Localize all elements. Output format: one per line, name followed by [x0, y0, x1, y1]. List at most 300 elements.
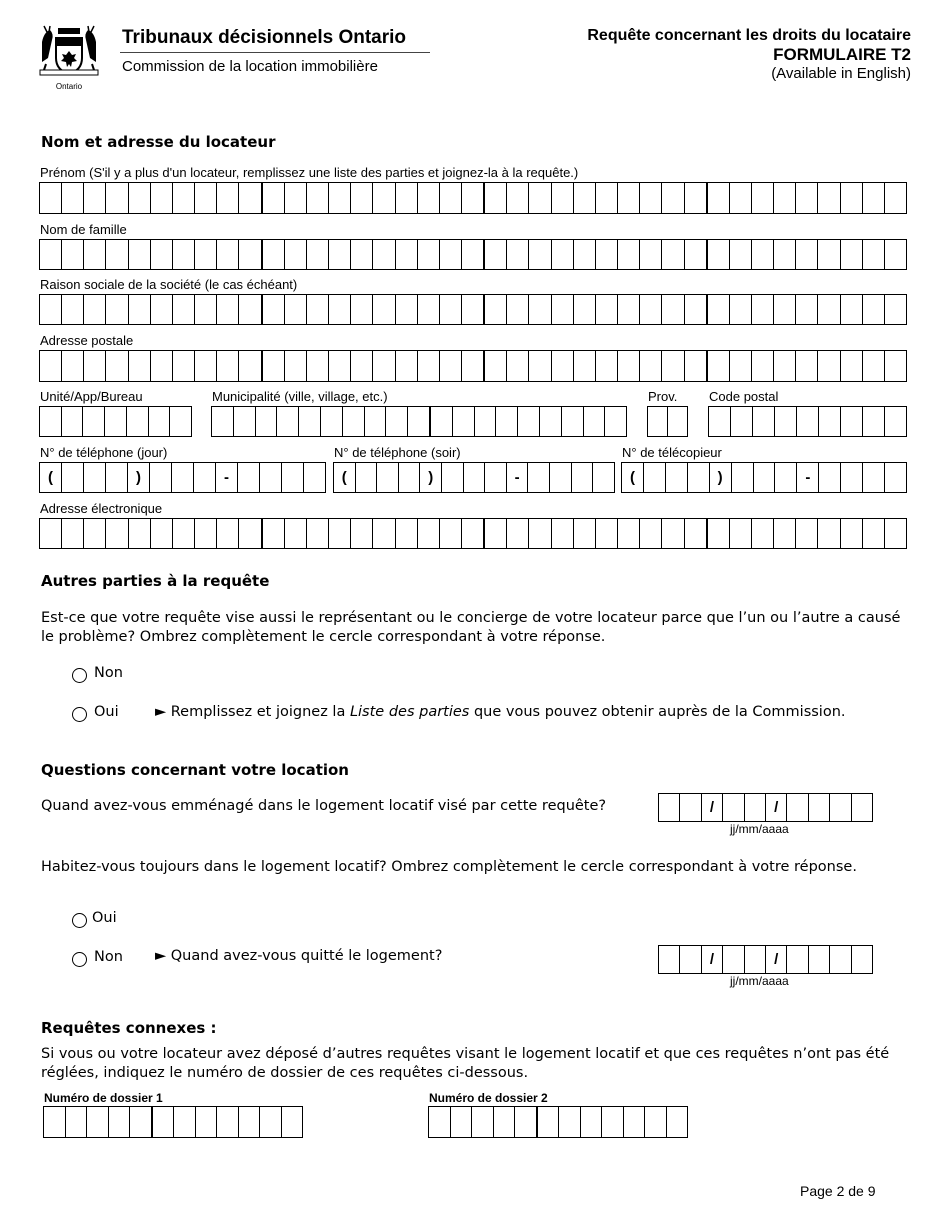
box-cell[interactable]: [170, 407, 191, 436]
box-cell[interactable]: [709, 407, 731, 436]
box-cell[interactable]: [708, 183, 730, 213]
box-cell[interactable]: [572, 463, 594, 492]
box-cell[interactable]: [624, 1107, 646, 1137]
box-cell[interactable]: [830, 946, 851, 973]
box-cell[interactable]: [451, 1107, 473, 1137]
file-number-2-field[interactable]: [428, 1106, 688, 1138]
box-cell[interactable]: [662, 240, 684, 269]
box-cell[interactable]: [130, 1107, 153, 1137]
box-cell[interactable]: [129, 183, 151, 213]
still-living-yes-radio[interactable]: [72, 913, 87, 928]
box-cell[interactable]: [645, 1107, 667, 1137]
box-cell[interactable]: ): [420, 463, 442, 492]
box-cell[interactable]: [552, 183, 574, 213]
box-cell[interactable]: [151, 240, 173, 269]
box-cell[interactable]: [752, 519, 774, 548]
box-cell[interactable]: [396, 183, 418, 213]
box-cell[interactable]: [529, 240, 551, 269]
box-cell[interactable]: [602, 1107, 624, 1137]
still-living-no-radio[interactable]: [72, 952, 87, 967]
municipality-field[interactable]: [211, 406, 627, 437]
box-cell[interactable]: [885, 183, 906, 213]
other-parties-yes-radio[interactable]: [72, 707, 87, 722]
box-cell[interactable]: [818, 351, 840, 381]
box-cell[interactable]: [863, 519, 885, 548]
unit-field[interactable]: [39, 406, 192, 437]
box-cell[interactable]: ): [710, 463, 732, 492]
box-cell[interactable]: [708, 295, 730, 324]
box-cell[interactable]: [62, 351, 84, 381]
box-cell[interactable]: [462, 295, 485, 324]
box-cell[interactable]: [440, 240, 462, 269]
box-cell[interactable]: [515, 1107, 538, 1137]
box-cell[interactable]: [574, 519, 596, 548]
box-cell[interactable]: [885, 407, 906, 436]
box-cell[interactable]: [129, 519, 151, 548]
box-cell[interactable]: [732, 463, 754, 492]
box-cell[interactable]: [418, 351, 440, 381]
box-cell[interactable]: [263, 295, 285, 324]
box-cell[interactable]: [796, 351, 818, 381]
box-cell[interactable]: [485, 240, 507, 269]
box-cell[interactable]: [173, 240, 195, 269]
box-cell[interactable]: [217, 351, 239, 381]
box-cell[interactable]: [351, 295, 373, 324]
box-cell[interactable]: [666, 463, 688, 492]
box-cell[interactable]: [464, 463, 486, 492]
box-cell[interactable]: [396, 240, 418, 269]
box-cell[interactable]: [841, 183, 863, 213]
box-cell[interactable]: [662, 295, 684, 324]
box-cell[interactable]: [321, 407, 343, 436]
box-cell[interactable]: [440, 351, 462, 381]
box-cell[interactable]: [752, 295, 774, 324]
box-cell[interactable]: [217, 295, 239, 324]
box-cell[interactable]: [418, 295, 440, 324]
box-cell[interactable]: [256, 407, 278, 436]
box-cell[interactable]: [885, 240, 906, 269]
file-number-1-field[interactable]: [43, 1106, 303, 1138]
box-cell[interactable]: [373, 351, 395, 381]
box-cell[interactable]: [351, 183, 373, 213]
box-cell[interactable]: [552, 351, 574, 381]
box-cell[interactable]: [668, 407, 687, 436]
box-cell[interactable]: [494, 1107, 516, 1137]
box-cell[interactable]: [62, 240, 84, 269]
box-cell[interactable]: [396, 295, 418, 324]
box-cell[interactable]: [529, 351, 551, 381]
box-cell[interactable]: [507, 183, 529, 213]
box-cell[interactable]: [730, 240, 752, 269]
box-cell[interactable]: [818, 295, 840, 324]
box-cell[interactable]: [528, 463, 550, 492]
box-cell[interactable]: [485, 351, 507, 381]
box-cell[interactable]: [396, 519, 418, 548]
box-cell[interactable]: [285, 295, 307, 324]
box-cell[interactable]: [304, 463, 325, 492]
box-cell[interactable]: [151, 351, 173, 381]
other-parties-no-radio[interactable]: [72, 668, 87, 683]
box-cell[interactable]: [640, 351, 662, 381]
box-cell[interactable]: [373, 240, 395, 269]
box-cell[interactable]: [239, 519, 262, 548]
box-cell[interactable]: [440, 295, 462, 324]
box-cell[interactable]: [87, 1107, 109, 1137]
box-cell[interactable]: [680, 946, 701, 973]
box-cell[interactable]: [885, 519, 906, 548]
mailing-address-field[interactable]: [39, 350, 907, 382]
box-cell[interactable]: [106, 183, 128, 213]
box-cell[interactable]: [809, 946, 830, 973]
box-cell[interactable]: [819, 463, 841, 492]
box-cell[interactable]: [40, 519, 62, 548]
box-cell[interactable]: [841, 407, 863, 436]
box-cell[interactable]: [559, 1107, 581, 1137]
box-cell[interactable]: [596, 240, 618, 269]
box-cell[interactable]: [852, 794, 872, 821]
box-cell[interactable]: [106, 295, 128, 324]
box-cell[interactable]: [285, 183, 307, 213]
box-cell[interactable]: [507, 295, 529, 324]
box-cell[interactable]: [307, 240, 329, 269]
phone-day-field[interactable]: [39, 462, 326, 493]
box-cell[interactable]: [507, 519, 529, 548]
province-field[interactable]: [647, 406, 688, 437]
box-cell[interactable]: [373, 295, 395, 324]
box-cell[interactable]: [540, 407, 562, 436]
box-cell[interactable]: [84, 351, 106, 381]
box-cell[interactable]: [44, 1107, 66, 1137]
box-cell[interactable]: [552, 295, 574, 324]
box-cell[interactable]: [129, 240, 151, 269]
box-cell[interactable]: [217, 1107, 239, 1137]
box-cell[interactable]: [809, 794, 830, 821]
box-cell[interactable]: [408, 407, 431, 436]
box-cell[interactable]: [618, 240, 640, 269]
box-cell[interactable]: /: [766, 946, 787, 973]
box-cell[interactable]: [106, 351, 128, 381]
box-cell[interactable]: [329, 295, 351, 324]
box-cell[interactable]: [150, 463, 172, 492]
box-cell[interactable]: [885, 351, 906, 381]
box-cell[interactable]: [129, 351, 151, 381]
box-cell[interactable]: [774, 295, 796, 324]
box-cell[interactable]: [731, 407, 753, 436]
box-cell[interactable]: [562, 407, 584, 436]
box-cell[interactable]: [260, 463, 282, 492]
box-cell[interactable]: [263, 183, 285, 213]
box-cell[interactable]: [373, 519, 395, 548]
box-cell[interactable]: [496, 407, 518, 436]
box-cell[interactable]: [593, 463, 614, 492]
box-cell[interactable]: [863, 407, 885, 436]
box-cell[interactable]: [307, 183, 329, 213]
box-cell[interactable]: [841, 295, 863, 324]
box-cell[interactable]: [195, 351, 217, 381]
box-cell[interactable]: [62, 295, 84, 324]
box-cell[interactable]: [173, 351, 195, 381]
box-cell[interactable]: [173, 295, 195, 324]
box-cell[interactable]: [752, 351, 774, 381]
box-cell[interactable]: [329, 351, 351, 381]
box-cell[interactable]: [552, 519, 574, 548]
box-cell[interactable]: [596, 295, 618, 324]
box-cell[interactable]: [574, 295, 596, 324]
box-cell[interactable]: [818, 519, 840, 548]
box-cell[interactable]: [212, 407, 234, 436]
box-cell[interactable]: [745, 946, 766, 973]
box-cell[interactable]: [40, 407, 62, 436]
box-cell[interactable]: [217, 519, 239, 548]
box-cell[interactable]: [365, 407, 387, 436]
box-cell[interactable]: [475, 407, 497, 436]
box-cell[interactable]: [62, 407, 84, 436]
box-cell[interactable]: [263, 240, 285, 269]
box-cell[interactable]: [507, 240, 529, 269]
box-cell[interactable]: [596, 351, 618, 381]
box-cell[interactable]: [263, 519, 285, 548]
box-cell[interactable]: [351, 351, 373, 381]
box-cell[interactable]: [40, 295, 62, 324]
box-cell[interactable]: [239, 240, 262, 269]
box-cell[interactable]: [307, 351, 329, 381]
box-cell[interactable]: [462, 183, 485, 213]
box-cell[interactable]: [723, 946, 744, 973]
box-cell[interactable]: [129, 295, 151, 324]
box-cell[interactable]: [685, 351, 708, 381]
box-cell[interactable]: [659, 794, 680, 821]
box-cell[interactable]: [841, 351, 863, 381]
box-cell[interactable]: [239, 183, 262, 213]
box-cell[interactable]: [440, 183, 462, 213]
box-cell[interactable]: [356, 463, 378, 492]
box-cell[interactable]: [84, 295, 106, 324]
box-cell[interactable]: [351, 519, 373, 548]
box-cell[interactable]: [662, 183, 684, 213]
box-cell[interactable]: [648, 407, 668, 436]
box-cell[interactable]: [596, 183, 618, 213]
box-cell[interactable]: [852, 946, 872, 973]
box-cell[interactable]: [260, 1107, 282, 1137]
box-cell[interactable]: [329, 240, 351, 269]
box-cell[interactable]: [529, 519, 551, 548]
box-cell[interactable]: [644, 463, 666, 492]
box-cell[interactable]: [462, 240, 485, 269]
box-cell[interactable]: [708, 519, 730, 548]
company-name-field[interactable]: [39, 294, 907, 325]
box-cell[interactable]: [774, 183, 796, 213]
box-cell[interactable]: [194, 463, 216, 492]
box-cell[interactable]: [285, 240, 307, 269]
box-cell[interactable]: [574, 240, 596, 269]
box-cell[interactable]: [174, 1107, 196, 1137]
box-cell[interactable]: [172, 463, 194, 492]
box-cell[interactable]: [84, 240, 106, 269]
box-cell[interactable]: [429, 1107, 451, 1137]
box-cell[interactable]: [109, 1107, 131, 1137]
box-cell[interactable]: [685, 519, 708, 548]
box-cell[interactable]: [863, 295, 885, 324]
box-cell[interactable]: [708, 351, 730, 381]
box-cell[interactable]: [640, 295, 662, 324]
box-cell[interactable]: -: [507, 463, 529, 492]
box-cell[interactable]: [485, 183, 507, 213]
box-cell[interactable]: [217, 183, 239, 213]
box-cell[interactable]: [550, 463, 572, 492]
box-cell[interactable]: [196, 1107, 218, 1137]
box-cell[interactable]: [462, 351, 485, 381]
fax-field[interactable]: [621, 462, 907, 493]
box-cell[interactable]: [863, 240, 885, 269]
box-cell[interactable]: [796, 240, 818, 269]
box-cell[interactable]: [518, 407, 540, 436]
box-cell[interactable]: [282, 1107, 303, 1137]
box-cell[interactable]: [40, 240, 62, 269]
box-cell[interactable]: [472, 1107, 494, 1137]
box-cell[interactable]: [818, 240, 840, 269]
box-cell[interactable]: [574, 183, 596, 213]
box-cell[interactable]: [841, 240, 863, 269]
box-cell[interactable]: [708, 240, 730, 269]
box-cell[interactable]: [285, 351, 307, 381]
box-cell[interactable]: [529, 183, 551, 213]
box-cell[interactable]: [723, 794, 744, 821]
box-cell[interactable]: [442, 463, 464, 492]
box-cell[interactable]: [774, 351, 796, 381]
box-cell[interactable]: [485, 463, 507, 492]
box-cell[interactable]: [775, 463, 797, 492]
first-name-field[interactable]: [39, 182, 907, 214]
box-cell[interactable]: [84, 463, 106, 492]
box-cell[interactable]: [84, 519, 106, 548]
box-cell[interactable]: [263, 351, 285, 381]
box-cell[interactable]: -: [797, 463, 819, 492]
box-cell[interactable]: (: [40, 463, 62, 492]
box-cell[interactable]: [819, 407, 841, 436]
box-cell[interactable]: [730, 183, 752, 213]
box-cell[interactable]: [418, 519, 440, 548]
box-cell[interactable]: [787, 794, 808, 821]
box-cell[interactable]: [775, 407, 797, 436]
box-cell[interactable]: [106, 463, 128, 492]
box-cell[interactable]: [343, 407, 365, 436]
box-cell[interactable]: [841, 519, 863, 548]
box-cell[interactable]: [62, 183, 84, 213]
box-cell[interactable]: [83, 407, 105, 436]
box-cell[interactable]: [329, 519, 351, 548]
box-cell[interactable]: [688, 463, 710, 492]
box-cell[interactable]: [796, 183, 818, 213]
phone-evening-field[interactable]: [333, 462, 615, 493]
box-cell[interactable]: [685, 183, 708, 213]
box-cell[interactable]: [239, 295, 262, 324]
box-cell[interactable]: [618, 351, 640, 381]
box-cell[interactable]: (: [622, 463, 644, 492]
box-cell[interactable]: -: [216, 463, 238, 492]
box-cell[interactable]: [299, 407, 321, 436]
box-cell[interactable]: [730, 519, 752, 548]
box-cell[interactable]: [841, 463, 863, 492]
box-cell[interactable]: [796, 519, 818, 548]
box-cell[interactable]: [453, 407, 475, 436]
box-cell[interactable]: [195, 519, 217, 548]
box-cell[interactable]: [584, 407, 606, 436]
box-cell[interactable]: [195, 240, 217, 269]
box-cell[interactable]: [659, 946, 680, 973]
box-cell[interactable]: [667, 1107, 688, 1137]
box-cell[interactable]: [680, 794, 701, 821]
box-cell[interactable]: [40, 351, 62, 381]
box-cell[interactable]: [173, 183, 195, 213]
box-cell[interactable]: [217, 240, 239, 269]
box-cell[interactable]: ): [128, 463, 150, 492]
box-cell[interactable]: [640, 183, 662, 213]
box-cell[interactable]: [149, 407, 171, 436]
box-cell[interactable]: /: [702, 946, 723, 973]
box-cell[interactable]: [277, 407, 299, 436]
box-cell[interactable]: [151, 295, 173, 324]
box-cell[interactable]: [282, 463, 304, 492]
moved-out-date-field[interactable]: [658, 945, 873, 974]
box-cell[interactable]: [195, 183, 217, 213]
box-cell[interactable]: [863, 183, 885, 213]
box-cell[interactable]: [863, 463, 885, 492]
box-cell[interactable]: [485, 519, 507, 548]
box-cell[interactable]: [753, 407, 775, 436]
box-cell[interactable]: (: [334, 463, 356, 492]
box-cell[interactable]: [618, 295, 640, 324]
box-cell[interactable]: [151, 519, 173, 548]
box-cell[interactable]: [173, 519, 195, 548]
box-cell[interactable]: [105, 407, 127, 436]
box-cell[interactable]: [787, 946, 808, 973]
box-cell[interactable]: [351, 240, 373, 269]
box-cell[interactable]: [485, 295, 507, 324]
box-cell[interactable]: [62, 463, 84, 492]
box-cell[interactable]: [285, 519, 307, 548]
box-cell[interactable]: [596, 519, 618, 548]
box-cell[interactable]: [377, 463, 399, 492]
box-cell[interactable]: [863, 351, 885, 381]
box-cell[interactable]: [662, 351, 684, 381]
box-cell[interactable]: [640, 240, 662, 269]
box-cell[interactable]: [640, 519, 662, 548]
box-cell[interactable]: [685, 295, 708, 324]
box-cell[interactable]: [618, 183, 640, 213]
box-cell[interactable]: [885, 463, 906, 492]
box-cell[interactable]: [151, 183, 173, 213]
box-cell[interactable]: [329, 183, 351, 213]
box-cell[interactable]: [418, 183, 440, 213]
box-cell[interactable]: [195, 295, 217, 324]
box-cell[interactable]: [818, 183, 840, 213]
box-cell[interactable]: [662, 519, 684, 548]
box-cell[interactable]: [431, 407, 453, 436]
email-field[interactable]: [39, 518, 907, 549]
last-name-field[interactable]: [39, 239, 907, 270]
box-cell[interactable]: [440, 519, 462, 548]
box-cell[interactable]: [307, 295, 329, 324]
box-cell[interactable]: [239, 351, 262, 381]
box-cell[interactable]: [774, 240, 796, 269]
box-cell[interactable]: [373, 183, 395, 213]
box-cell[interactable]: [307, 519, 329, 548]
box-cell[interactable]: [462, 519, 485, 548]
box-cell[interactable]: [386, 407, 408, 436]
box-cell[interactable]: [418, 240, 440, 269]
box-cell[interactable]: [752, 183, 774, 213]
box-cell[interactable]: [552, 240, 574, 269]
